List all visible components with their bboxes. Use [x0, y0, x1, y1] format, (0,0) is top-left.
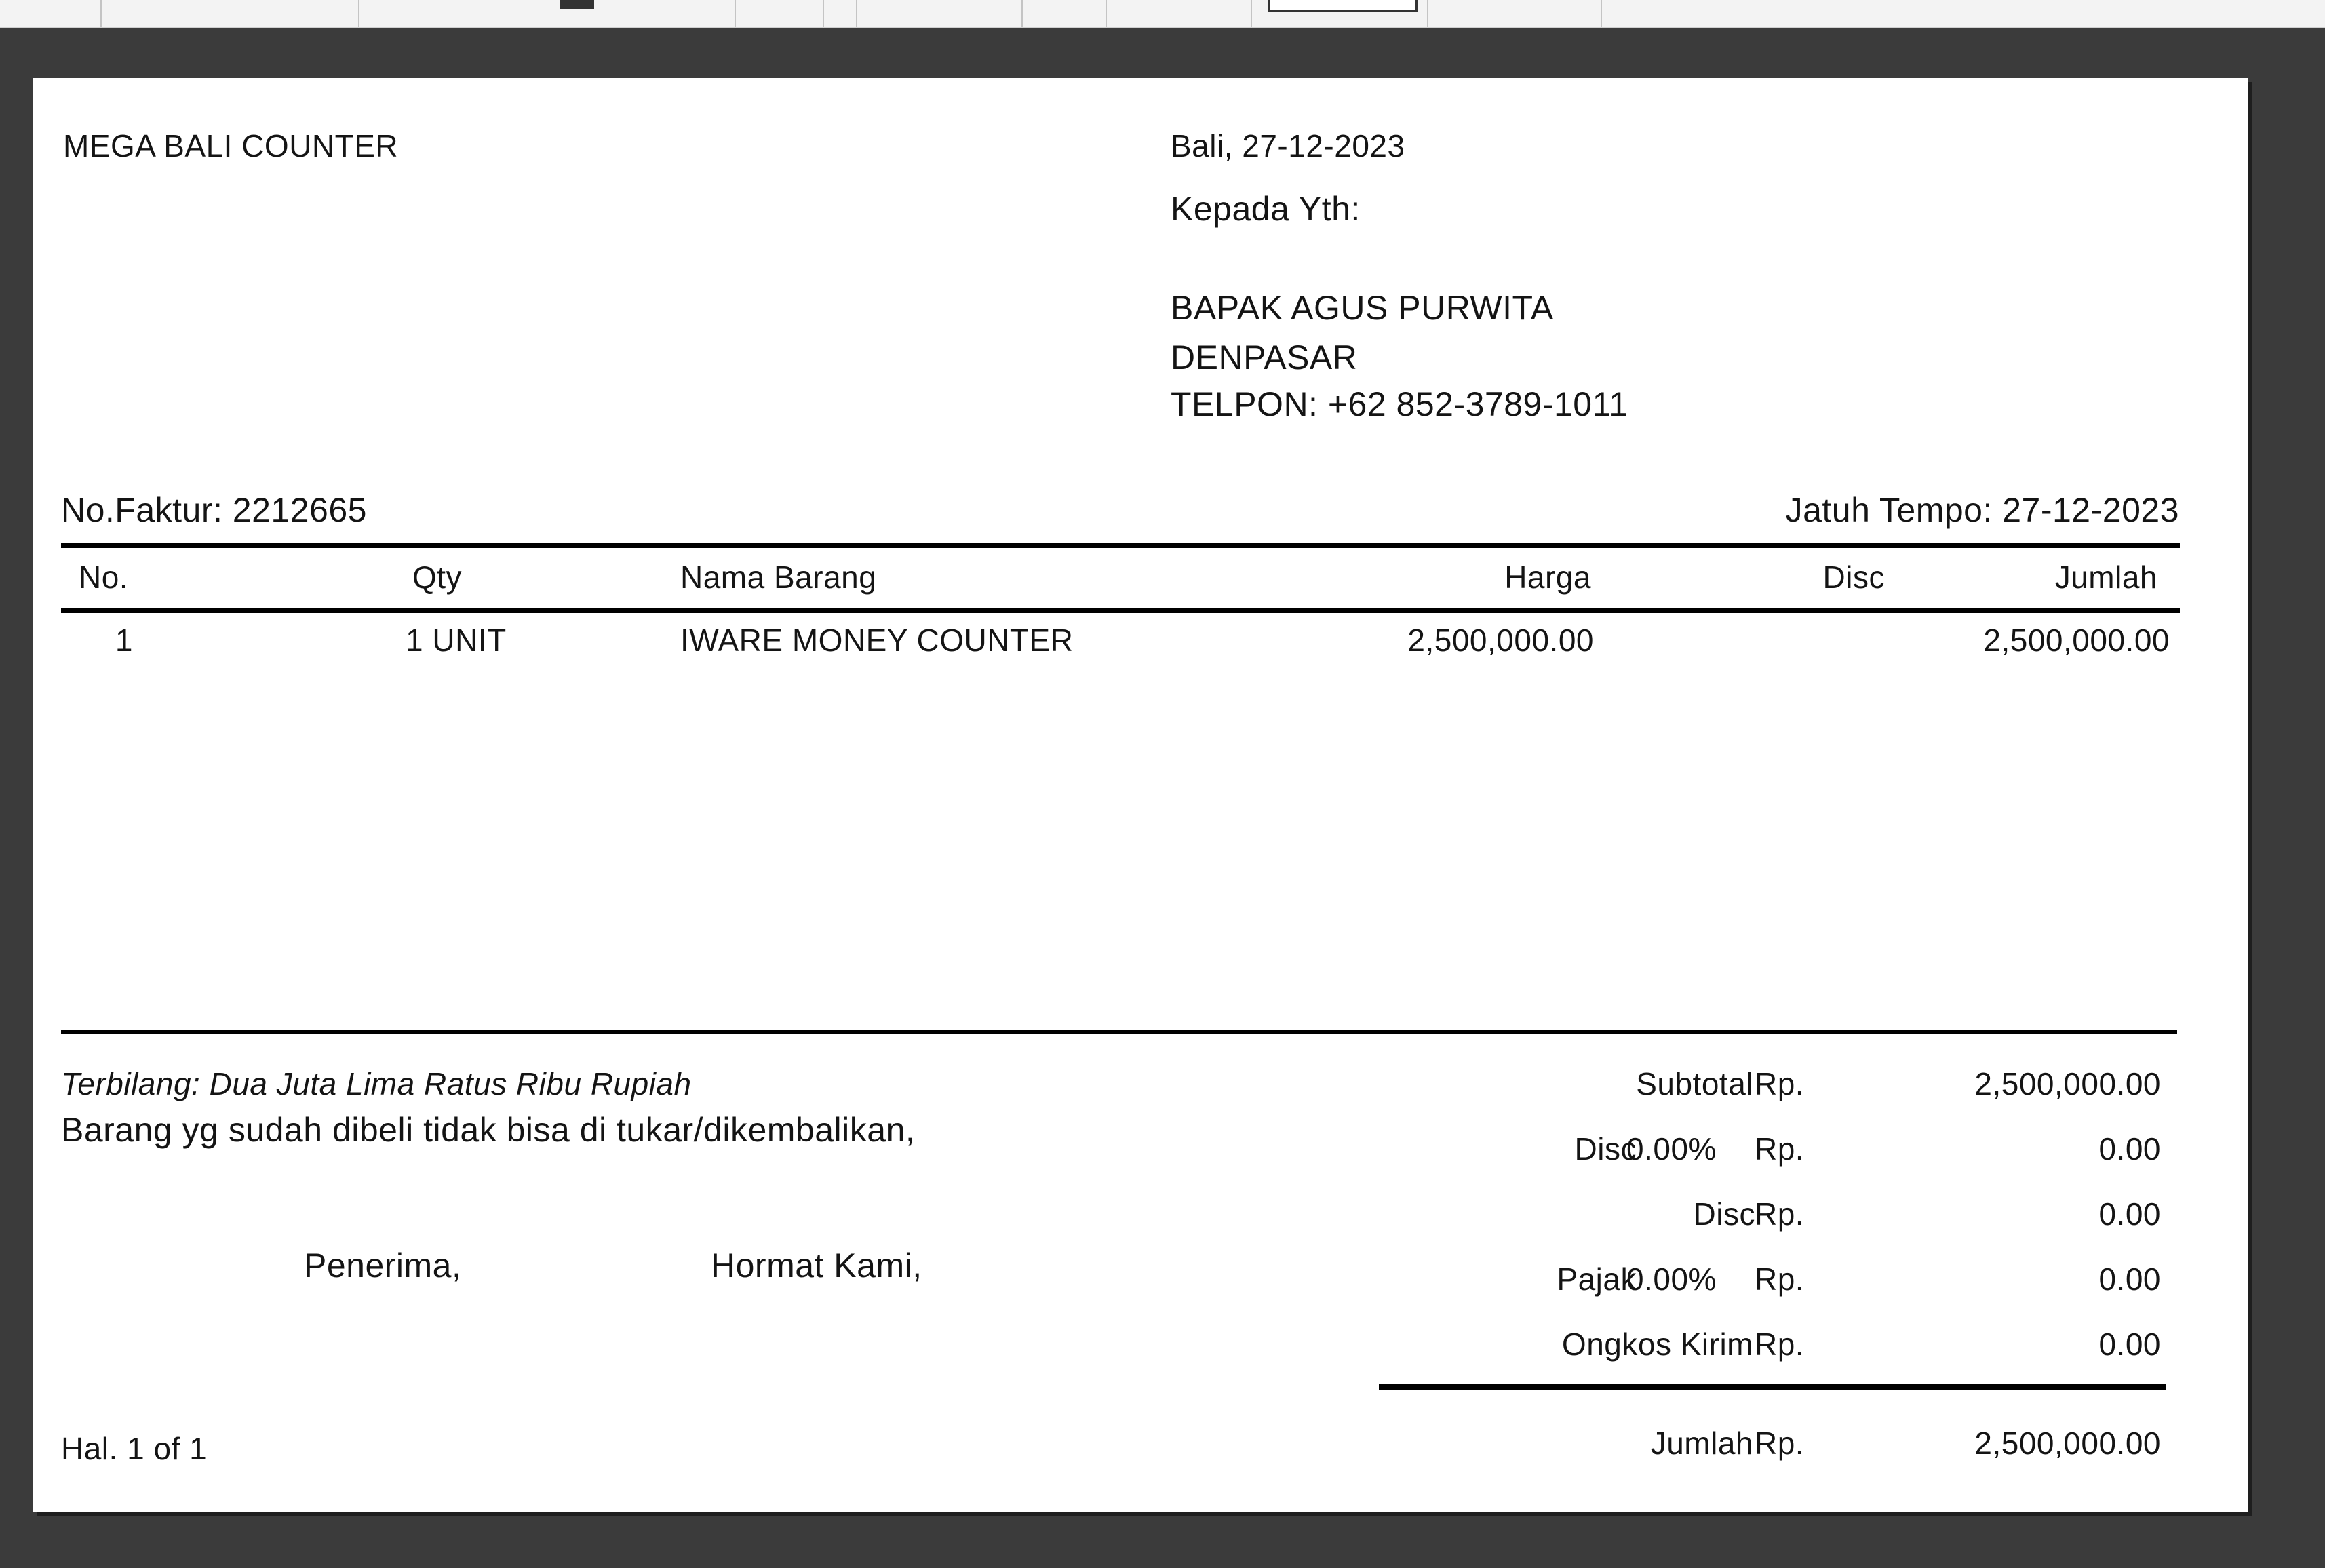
summary-currency: Rp. — [1755, 1196, 1805, 1232]
row-price: 2,500,000.00 — [1407, 623, 1594, 658]
invoice-number: No.Faktur: 2212665 — [61, 491, 367, 529]
toolbar-segment[interactable] — [359, 0, 736, 27]
amount-in-words: Terbilang: Dua Juta Lima Ratus Ribu Rupiah — [61, 1066, 692, 1101]
page-number: Hal. 1 of 1 — [61, 1431, 208, 1466]
row-total: 2,500,000.00 — [1983, 623, 2170, 658]
summary-value: 0.00 — [2098, 1261, 2161, 1297]
table-top-rule — [61, 543, 2180, 548]
summary-currency: Rp. — [1755, 1327, 1805, 1362]
toolbar-segment[interactable] — [1252, 0, 1428, 27]
toolbar-segment[interactable] — [856, 0, 1023, 27]
recipient-city: DENPASAR — [1171, 338, 1358, 376]
toolbar-segment[interactable] — [0, 0, 102, 27]
summary-value: 2,500,000.00 — [1974, 1066, 2161, 1101]
sender-signature-label: Hormat Kami, — [711, 1247, 922, 1285]
summary-label: Disc — [1574, 1131, 1637, 1167]
summary-label: Subtotal — [1636, 1066, 1753, 1101]
grand-total-currency: Rp. — [1755, 1426, 1805, 1461]
summary-total-rule — [1379, 1384, 2166, 1390]
summary-label: Ongkos Kirim — [1561, 1327, 1753, 1362]
table-header-rule — [61, 608, 2180, 613]
report-toolbar — [0, 0, 2325, 28]
due-date: Jatuh Tempo: 27-12-2023 — [1785, 491, 2179, 529]
toolbar-segment[interactable] — [102, 0, 359, 27]
summary-label: Disc — [1693, 1196, 1755, 1232]
summary-percent: 0.00% — [1626, 1131, 1717, 1167]
row-item-name: IWARE MONEY COUNTER — [680, 623, 1074, 658]
row-qty: 1 UNIT — [406, 623, 507, 658]
summary-label: Pajak — [1557, 1261, 1637, 1297]
toolbar-segment[interactable] — [1428, 0, 1602, 27]
return-policy-note: Barang yg sudah dibeli tidak bisa di tukar/dikembalikan, — [61, 1111, 916, 1149]
col-header-name: Nama Barang — [680, 560, 877, 595]
recipient-phone: TELPON: +62 852-3789-1011 — [1171, 385, 1628, 423]
grand-total-label: Jumlah — [1650, 1426, 1753, 1461]
receiver-signature-label: Penerima, — [304, 1247, 462, 1285]
col-header-no: No. — [79, 560, 129, 595]
invoice-date: Bali, 27-12-2023 — [1171, 128, 1405, 163]
row-no: 1 — [115, 623, 133, 658]
recipient-name: BAPAK AGUS PURWITA — [1171, 289, 1554, 327]
col-header-disc: Disc — [1822, 560, 1885, 595]
col-header-price: Harga — [1504, 560, 1591, 595]
summary-percent: 0.00% — [1626, 1261, 1717, 1297]
summary-value: 0.00 — [2098, 1131, 2161, 1167]
company-name: MEGA BALI COUNTER — [63, 128, 399, 163]
summary-currency: Rp. — [1755, 1066, 1805, 1101]
toolbar-segment[interactable] — [1107, 0, 1252, 27]
summary-currency: Rp. — [1755, 1261, 1805, 1297]
toolbar-segment[interactable] — [1023, 0, 1107, 27]
summary-value: 0.00 — [2098, 1327, 2161, 1362]
table-bottom-rule — [61, 1030, 2177, 1034]
summary-currency: Rp. — [1755, 1131, 1805, 1167]
recipient-label: Kepada Yth: — [1171, 190, 1361, 228]
summary-value: 0.00 — [2098, 1196, 2161, 1232]
grand-total-value: 2,500,000.00 — [1974, 1426, 2161, 1461]
col-header-qty: Qty — [412, 560, 463, 595]
toolbar-segment[interactable] — [736, 0, 824, 27]
col-header-total: Jumlah — [2054, 560, 2157, 595]
invoice-page — [33, 78, 2248, 1512]
